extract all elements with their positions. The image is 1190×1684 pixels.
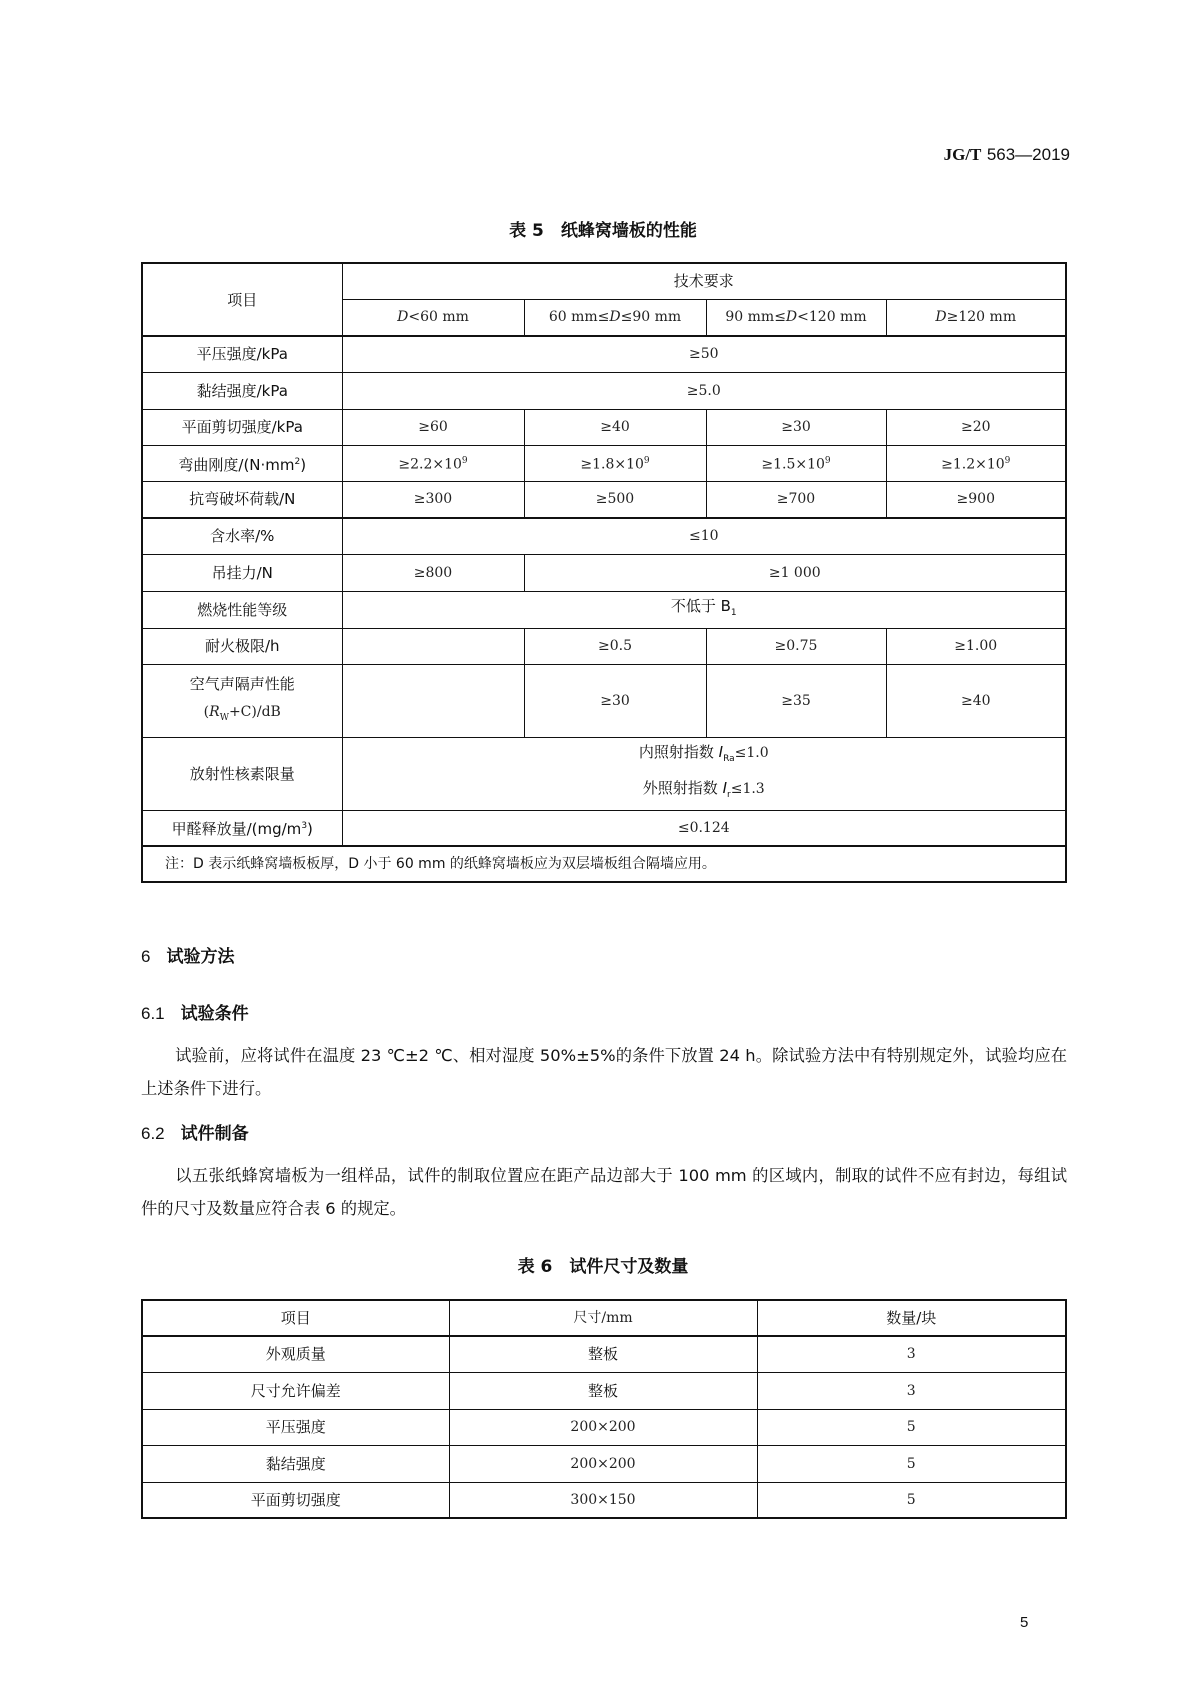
row-value: ≥35 [706,664,886,737]
row-value: ≥60 [342,409,524,445]
row-value: $\ge 1.2\times 10^9$ [886,445,1066,481]
row-value: ≥20 [886,409,1066,445]
table5-header-group: 技术要求 [342,263,1066,299]
row-value: ≥0.75 [706,628,886,664]
table-row [142,1445,1066,1482]
table-row [142,409,1066,445]
cell: 300×150 [449,1482,757,1518]
section-6-1-paragraph: 试验前，应将试件在温度 23 ℃±2 ℃、相对湿度 50%±5%的条件下放置 24 h。除试验方法中有特别规定外，试验均应在上述条件下进行。 [141,1046,1067,1098]
row-value: 不低于 $B_1$ [342,591,1066,628]
row-value: ≥1.00 [886,628,1066,664]
section-6-2-paragraph: 以五张纸蜂窝墙板为一组样品，试件的制取位置应在距产品边部大于 100 mm 的区域内，制取的试件不应有封边，每组试件的尺寸及数量应符合表 6 的规定。 [141,1166,1067,1218]
section-6-heading: 6 试验方法 [141,947,235,967]
row-value: ≥50 [342,336,1066,372]
standard-code [900,145,1070,165]
row-value: ≥800 [342,554,524,591]
table6-header: 尺寸/mm [449,1300,757,1336]
table5-range-1: D<60 mm [342,299,524,336]
cell: 平压强度 [142,1409,449,1445]
table5-range-4: D≥120 mm [886,299,1066,336]
row-label: 含水率/% [142,518,342,554]
row-value-empty [342,628,524,664]
table-row [142,628,1066,664]
cell: 3 [757,1336,1066,1372]
row-label: 平面剪切强度/kPa [142,409,342,445]
row-label: 抗弯破坏荷载/N [142,481,342,518]
row-value: ≥300 [342,481,524,518]
row-label: 耐火极限/h [142,628,342,664]
row-label: 燃烧性能等级 [142,591,342,628]
cell: 尺寸允许偏差 [142,1372,449,1409]
row-label: 黏结强度/kPa [142,372,342,409]
row-label: 甲醛释放量$/(mg/m^3)$ [142,810,342,846]
table-row [142,518,1066,554]
row-value: $\ge 1.5\times 10^9$ [706,445,886,481]
row-value: ≥30 [706,409,886,445]
row-value: ≥40 [886,664,1066,737]
table-row [142,372,1066,409]
table-row [142,336,1066,372]
row-label: 放射性核素限量 [142,737,342,810]
table-row [142,1482,1066,1518]
row-value: ≥700 [706,481,886,518]
table-row [142,664,1066,737]
section-6-1-heading: 6.1 试验条件 [141,1004,249,1024]
row-value: $\ge 1.8\times 10^9$ [524,445,706,481]
table-row [142,1372,1066,1409]
table6-header: 项目 [142,1300,449,1336]
row-value: $\ge 2.2\times 10^9$ [342,445,524,481]
row-label: 弯曲刚度$/(N\cdot mm^2)$ [142,445,342,481]
cell: 200×200 [449,1445,757,1482]
cell: 5 [757,1482,1066,1518]
row-value: ≥1 000 [524,554,1066,591]
table6-header-row [142,1300,1066,1336]
table5 [141,262,1067,883]
table-row [142,1409,1066,1445]
table6 [141,1299,1067,1519]
row-value: ≤10 [342,518,1066,554]
table5-range-3: 90 mm≤D<120 mm [706,299,886,336]
row-value: ≥0.5 [524,628,706,664]
row-value: ≤0.124 [342,810,1066,846]
table6-header: 数量/块 [757,1300,1066,1336]
section-6-2-heading: 6.2 试件制备 [141,1124,249,1144]
cell: 整板 [449,1372,757,1409]
page-number: 5 [1020,1614,1029,1631]
table5-caption: 表 5 纸蜂窝墙板的性能 [509,221,697,241]
table-row [142,1336,1066,1372]
row-value: ≥40 [524,409,706,445]
cell: 黏结强度 [142,1445,449,1482]
standard-prefix: JG/T [943,145,982,164]
table-row [142,737,1066,810]
cell: 平面剪切强度 [142,1482,449,1518]
row-value: ≥30 [524,664,706,737]
row-value: ≥900 [886,481,1066,518]
cell: 外观质量 [142,1336,449,1372]
row-label: 平压强度/kPa [142,336,342,372]
table-row [142,591,1066,628]
row-value-empty [342,664,524,737]
table5-note-row [142,846,1066,882]
table-row [142,810,1066,846]
table-row [142,554,1066,591]
row-value: ≥5.0 [342,372,1066,409]
table5-header-item: 项目 [142,263,342,336]
row-value: 内照射指数 $I_{Ra}\le 1.0$ 外照射指数 $I_r\le 1.3$ [342,737,1066,810]
row-value: ≥500 [524,481,706,518]
cell: 5 [757,1445,1066,1482]
table-row [142,445,1066,481]
cell: 5 [757,1409,1066,1445]
table6-caption: 表 6 试件尺寸及数量 [517,1257,689,1277]
cell: 3 [757,1372,1066,1409]
table5-note: 注：D 表示纸蜂窝墙板板厚，D 小于 60 mm 的纸蜂窝墙板应为双层墙板组合隔墙应用。 [142,846,1066,882]
row-label: 吊挂力/N [142,554,342,591]
standard-number: 563—2019 [986,145,1070,164]
cell: 200×200 [449,1409,757,1445]
cell: 整板 [449,1336,757,1372]
row-label: 空气声隔声性能 $(R_W+C)/dB$ [142,664,342,737]
table-row [142,481,1066,518]
table5-range-2: 60 mm≤D≤90 mm [524,299,706,336]
